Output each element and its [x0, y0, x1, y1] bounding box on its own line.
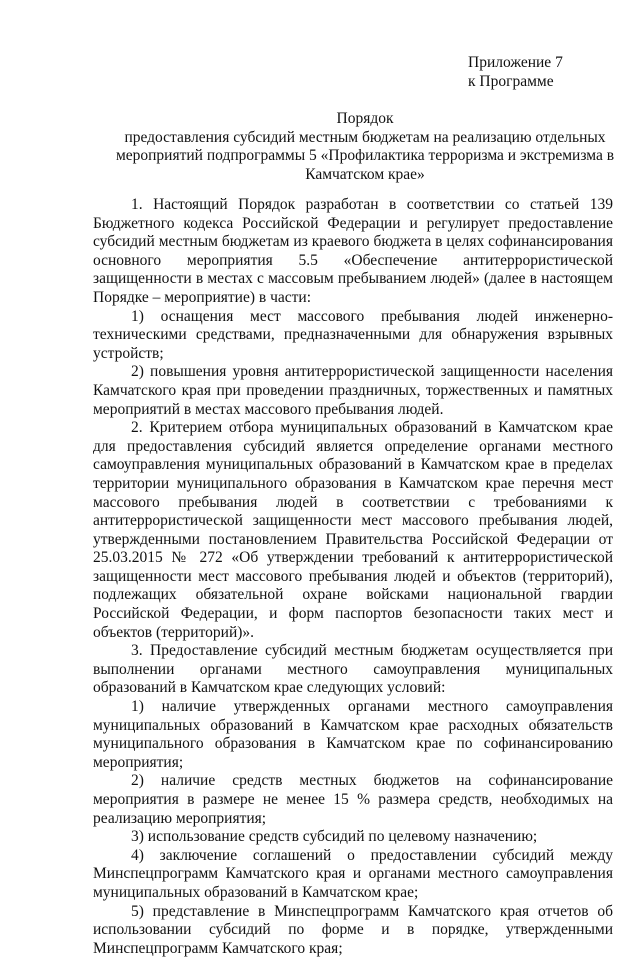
paragraph-3-item-5: 5) представление в Минспецпрограмм Камчатского края отчетов об использовании субсидий по форме и в порядке, утвержденными Минспецпрограмм Камчатского края;	[93, 902, 613, 957]
title-heading: Порядок	[336, 110, 394, 127]
paragraph-1: 1. Настоящий Порядок разработан в соответствии со статьей 139 Бюджетного кодекса Российской Федерации и регулирует предоставление субсидий местным бюджетам из краевого бюджета в целях софинансирования основного мероприятия 5.5 «Обеспечение антитеррористической защищенности в местах с массовым пребыванием людей» (далее в настоящем Порядке – мероприятие) в части:	[93, 196, 613, 306]
paragraph-3-item-2: 2) наличие средств местных бюджетов на софинансирование мероприятия в размере не менее 15 % размера средств, необходимых на реализацию мероприятия;	[93, 772, 613, 827]
paragraph-2: 2. Критерием отбора муниципальных образований в Камчатском крае для предоставления субсидий является определение органами местного самоуправления муниципальных образований в Камчатском крае в пределах территории муниципального образования в Камчатском крае перечня мест массового пребывания людей в соответствии с требованиями к антитеррористической защищенности мест массового пребывания людей, утвержденными постановлением Правительства Российской Федерации от 25.03.2015 № 272 «Об утверждении требований к антитеррористической защищенности мест массового пребывания людей и объектов (территорий), подлежащих обязательной охране войсками национальной гвардии Российской Федерации, и форм паспортов безопасности таких мест и объектов (территорий)».	[93, 419, 613, 641]
appendix-number: Приложение 7	[468, 54, 563, 71]
paragraph-3: 3. Предоставление субсидий местным бюджетам осуществляется при выполнении органами местного самоуправления муниципальных образований в Камчатском крае следующих условий:	[93, 642, 613, 697]
paragraph-3-item-1: 1) наличие утвержденных органами местного самоуправления муниципальных образований в Камчатском крае расходных обязательств муниципального образования в Камчатском крае по софинансированию мероприятия;	[93, 698, 613, 771]
appendix-header	[468, 53, 563, 91]
title-line: предоставления субсидий местным бюджетам на реализацию отдельных	[124, 128, 606, 146]
document-body	[93, 196, 613, 958]
title-line: мероприятий подпрограммы 5 «Профилактика терроризма и экстремизма в	[115, 147, 615, 165]
paragraph-3-item-3: 3) использование средств субсидий по целевому назначению;	[131, 828, 538, 846]
paragraph-3-item-4: 4) заключение соглашений о предоставлении субсидий между Минспецпрограмм Камчатского края и органами местного самоуправления муниципальных образований в Камчатском крае;	[93, 846, 613, 901]
appendix-reference: к Программе	[468, 73, 554, 90]
title-line: Камчатском крае»	[305, 165, 425, 183]
paragraph-1-item-1: 1) оснащения мест массового пребывания людей инженерно-техническими средствами, предназначенными для обнаружения взрывных устройств;	[93, 307, 613, 362]
paragraph-1-item-2: 2) повышения уровня антитеррористической защищенности населения Камчатского края при проведении праздничных, торжественных и памятных мероприятий в местах массового пребывания людей.	[93, 363, 613, 418]
document-title	[100, 110, 630, 184]
